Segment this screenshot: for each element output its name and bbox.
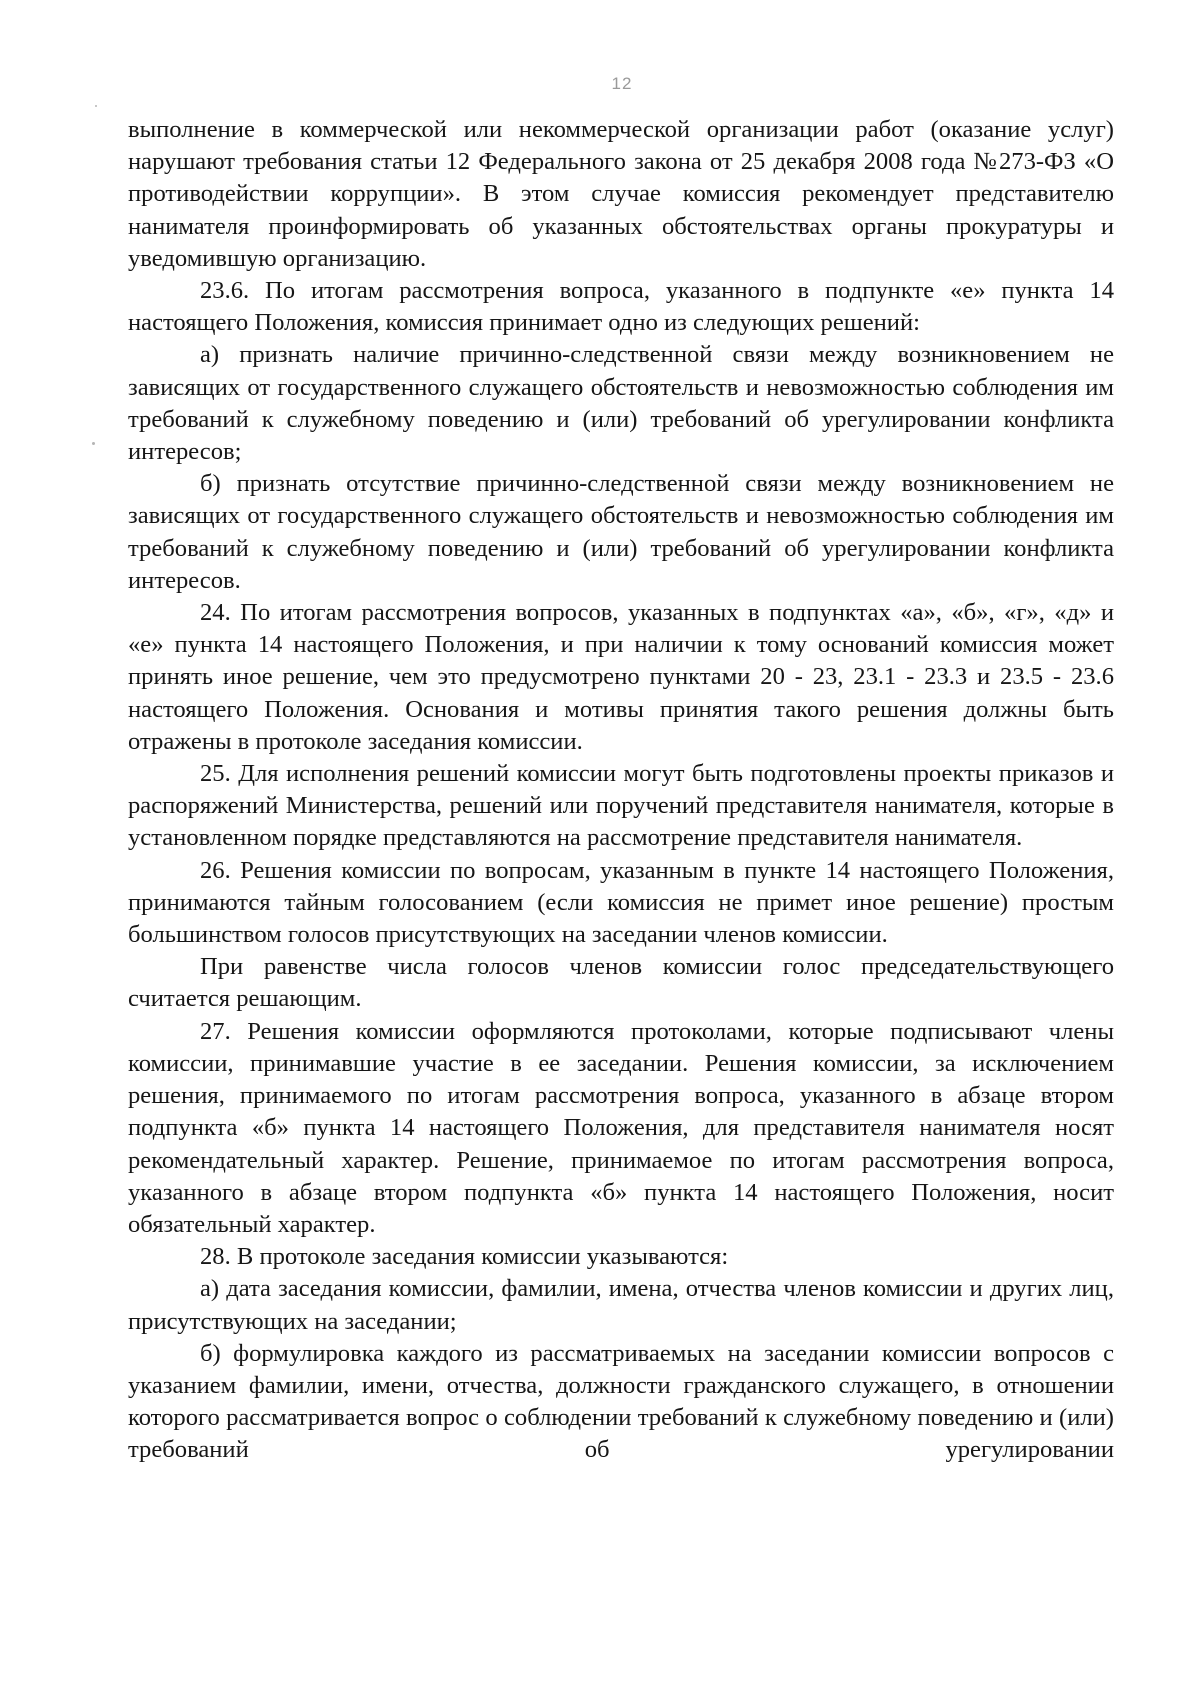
paragraph-continuation: выполнение в коммерческой или некоммерческой организации работ (оказание услуг) нарушают требования статьи 12 Федерального закона от 25 декабря 2008 года №273-ФЗ «О противодействии коррупции». В этом случае комиссия рекомендует представителю нанимателя проинформировать об указанных обстоятельствах органы прокуратуры и уведомившую организацию. [128,116,1114,272]
paragraph-28-b: б) формулировка каждого из рассматриваемых на заседании комиссии вопросов с указанием фамилии, имени, отчества, должности гражданского служащего, в отношении которого рассматривается вопрос о соблюдении требований к служебному поведению и (или) требований об урегулировании [128,1339,1114,1464]
paragraph-23-6: 23.6. По итогам рассмотрения вопроса, указанного в подпункте «е» пункта 14 настоящего Положения, комиссия принимает одно из следующих решений: [128,277,1114,337]
paragraph-25: 25. Для исполнения решений комиссии могут быть подготовлены проекты приказов и распоряжений Министерства, решений или поручений представителя нанимателя, которые в установленном порядке представляются на рассмотрение представителя нанимателя. [128,760,1114,852]
paragraph-28: 28. В протоколе заседания комиссии указываются: [200,1243,729,1271]
paragraph-23-6-a: а) признать наличие причинно-следственной связи между возникновением не зависящих от государственного служащего обстоятельств и невозможностью соблюдения им требований к служебному поведению и (или) требований об урегулировании конфликта интересов; [128,341,1114,466]
document-body [128,114,1114,1467]
paragraph-26-tie-vote: При равенстве числа голосов членов комиссии голос председательствующего считается решающим. [128,953,1114,1013]
paragraph-26: 26. Решения комиссии по вопросам, указанным в пункте 14 настоящего Положения, принимаются тайным голосованием (если комиссия не примет иное решение) простым большинством голосов присутствующих на заседании членов комиссии. [128,856,1114,949]
scan-speck [95,105,97,107]
paragraph-28-a: а) дата заседания комиссии, фамилии, имена, отчества членов комиссии и других лиц, присутствующих на заседании; [128,1275,1114,1335]
paragraph-24: 24. По итогам рассмотрения вопросов, указанных в подпунктах «а», «б», «г», «д» и «е» пункта 14 настоящего Положения, и при наличии к тому оснований комиссия может принять иное решение, чем это предусмотрено пунктами 20 - 23, 23.1 - 23.3 и 23.5 - 23.6 настоящего Положения. Основания и мотивы принятия такого решения должны быть отражены в протоколе заседания комиссии. [128,599,1114,755]
paragraph-23-6-b: б) признать отсутствие причинно-следственной связи между возникновением не зависящих от государственного служащего обстоятельств и невозможностью соблюдения им требований к служебному поведению и (или) требований об урегулировании конфликта интересов. [128,470,1114,594]
scan-speck [92,442,95,445]
page-number: 12 [611,74,633,93]
paragraph-27: 27. Решения комиссии оформляются протоколами, которые подписывают члены комиссии, принимавшие участие в ее заседании. Решения комиссии, за исключением решения, принимаемого по итогам рассмотрения вопроса, указанного в абзаце втором подпункта «б» пункта 14 настоящего Положения, для представителя нанимателя носят рекомендательный характер. Решение, принимаемое по итогам рассмотрения вопроса, указанного в абзаце втором подпункта «б» пункта 14 настоящего Положения, носит обязательный характер. [128,1017,1114,1238]
